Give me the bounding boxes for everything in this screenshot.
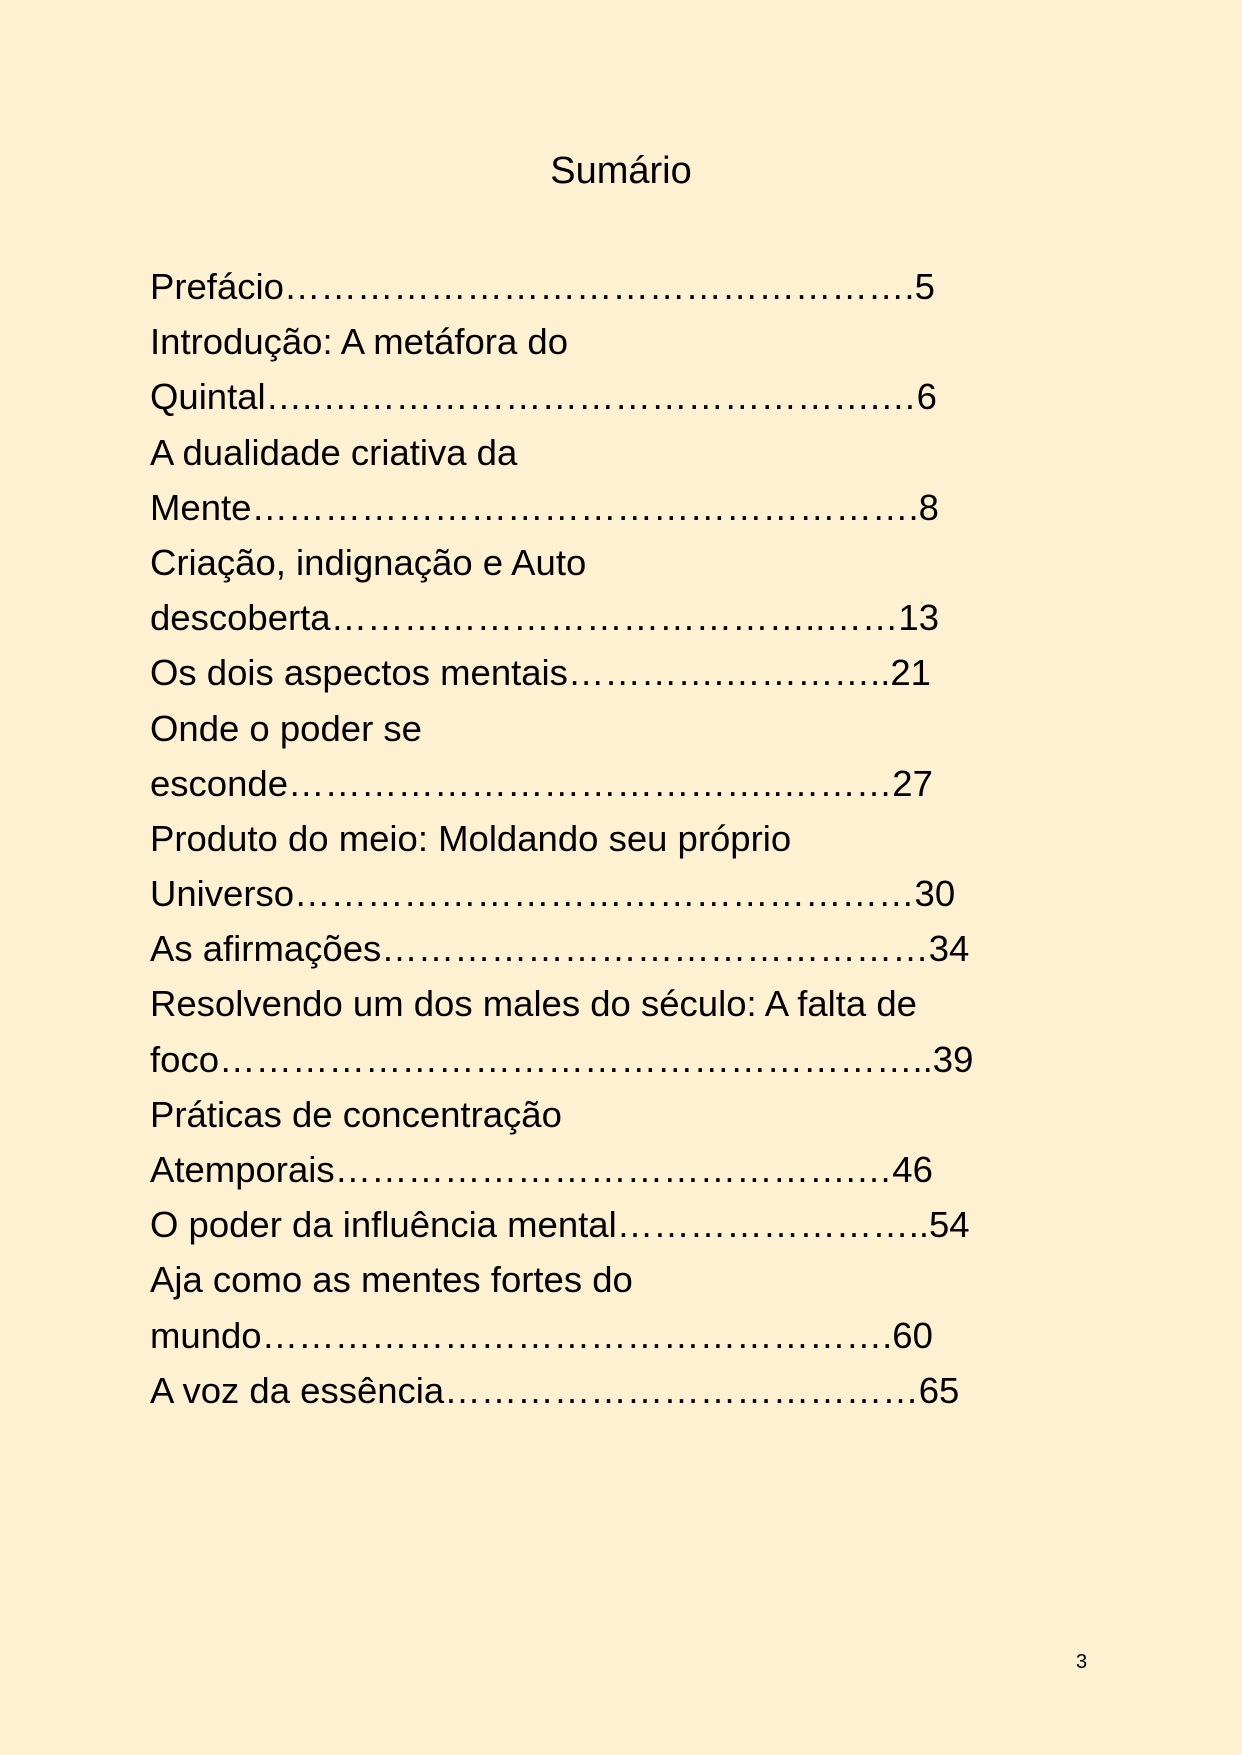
toc-entry-criacao-line1[interactable] — [150, 535, 1090, 590]
toc-entry-title: O poder da influência mental — [150, 1204, 617, 1246]
page-title-text: Sumário — [550, 150, 692, 192]
toc-entry-page: 8 — [918, 486, 939, 528]
toc-leader-dots: …………………….. — [616, 1204, 929, 1246]
toc-leader-dots: …………………………………….… — [334, 1149, 893, 1190]
toc-entry-resolvendo-line1[interactable] — [150, 976, 1090, 1031]
table-of-contents — [150, 259, 1090, 1418]
toc-entry-title: Prefácio — [150, 266, 284, 307]
toc-entry-dualidade-line2[interactable] — [150, 480, 1090, 535]
toc-entry-voz-essencia[interactable] — [150, 1363, 1090, 1418]
toc-entry-title: Os dois aspectos mentais — [150, 652, 568, 694]
toc-entry-dualidade-line1[interactable] — [150, 425, 1090, 480]
page-title — [0, 148, 1242, 194]
toc-entry-title: Produto do meio: Moldando seu próprio — [150, 817, 792, 859]
toc-entry-page: 54 — [928, 1204, 970, 1246]
toc-leader-dots: ……………………………………… — [381, 928, 929, 970]
toc-leader-dots: …..……………………………………….… — [265, 376, 917, 418]
toc-entry-title: Criação, indignação e Auto — [150, 541, 587, 583]
page-number: 3 — [1076, 1651, 1088, 1673]
toc-entry-title-continued: mundo — [150, 1314, 262, 1356]
toc-entry-onde-poder-line2[interactable] — [150, 756, 1090, 811]
toc-leader-dots: ………………………………………………. — [251, 486, 919, 528]
toc-entry-criacao-line2[interactable] — [150, 590, 1090, 645]
toc-entry-title-continued: Universo — [150, 873, 295, 915]
toc-entry-onde-poder-line1[interactable] — [150, 701, 1090, 756]
toc-entry-title-continued: Atemporais — [150, 1149, 335, 1190]
toc-entry-afirmacoes[interactable] — [150, 921, 1090, 976]
toc-entry-resolvendo-line2[interactable] — [150, 1032, 1090, 1087]
toc-entry-title-continued: descoberta — [150, 597, 331, 639]
toc-entry-influencia-mental[interactable] — [150, 1197, 1090, 1252]
toc-entry-praticas-line2[interactable] — [150, 1142, 1090, 1197]
toc-entry-introducao-line1[interactable] — [150, 314, 1090, 369]
toc-leader-dots: …………………………………..……… — [288, 762, 893, 804]
toc-entry-mentes-fortes-line1[interactable] — [150, 1252, 1090, 1307]
toc-entry-page: 39 — [932, 1038, 974, 1080]
toc-entry-title: As afirmações — [150, 928, 382, 970]
toc-entry-title: Práticas de concentração — [150, 1093, 562, 1135]
toc-leader-dots: ………………………………… — [444, 1369, 919, 1411]
toc-entry-title: Aja como as mentes fortes do — [150, 1259, 633, 1301]
toc-leader-dots: …………………………………..…… — [330, 597, 899, 639]
toc-entry-page: 21 — [890, 652, 931, 694]
toc-entry-title-continued: esconde — [150, 762, 288, 804]
toc-entry-title-continued: Quintal — [150, 376, 266, 418]
toc-entry-title-continued: foco — [150, 1038, 219, 1080]
toc-leader-dots: ……………………………………………. — [261, 1314, 893, 1356]
toc-entry-page: 6 — [916, 376, 937, 418]
toc-leader-dots: ………………………………………………….. — [219, 1038, 933, 1080]
toc-entry-page: 13 — [898, 597, 939, 639]
toc-entry-page: 65 — [918, 1369, 960, 1411]
toc-entry-page: 5 — [914, 266, 935, 307]
toc-entry-title: A voz da essência — [150, 1369, 445, 1411]
toc-entry-mentes-fortes-line2[interactable] — [150, 1308, 1090, 1363]
toc-entry-praticas-line1[interactable] — [150, 1087, 1090, 1142]
toc-entry-title: Onde o poder se — [150, 707, 422, 749]
toc-entry-produto-meio-line2[interactable] — [150, 866, 1090, 921]
toc-entry-title: A dualidade criativa da — [150, 431, 518, 473]
toc-entry-dois-aspectos[interactable] — [150, 645, 1090, 700]
toc-entry-page: 27 — [892, 762, 933, 804]
toc-entry-introducao-line2[interactable] — [150, 369, 1090, 424]
toc-entry-produto-meio-line1[interactable] — [150, 811, 1090, 866]
toc-entry-page: 60 — [892, 1314, 933, 1356]
toc-entry-page: 46 — [892, 1149, 933, 1190]
toc-leader-dots: …………………………………………… — [294, 873, 915, 915]
toc-leader-dots: ………….………….. — [567, 652, 891, 694]
toc-entry-page: 30 — [914, 873, 956, 915]
toc-entry-page: 34 — [928, 928, 970, 970]
toc-entry-title: Resolvendo um dos males do século: A falta de — [150, 983, 917, 1025]
toc-entry-title-continued: Mente — [150, 486, 252, 528]
toc-leader-dots: ……………………………………………. — [283, 266, 915, 307]
toc-entry-title: Introdução: A metáfora do — [150, 321, 569, 363]
toc-entry-prefacio[interactable] — [150, 259, 1090, 314]
